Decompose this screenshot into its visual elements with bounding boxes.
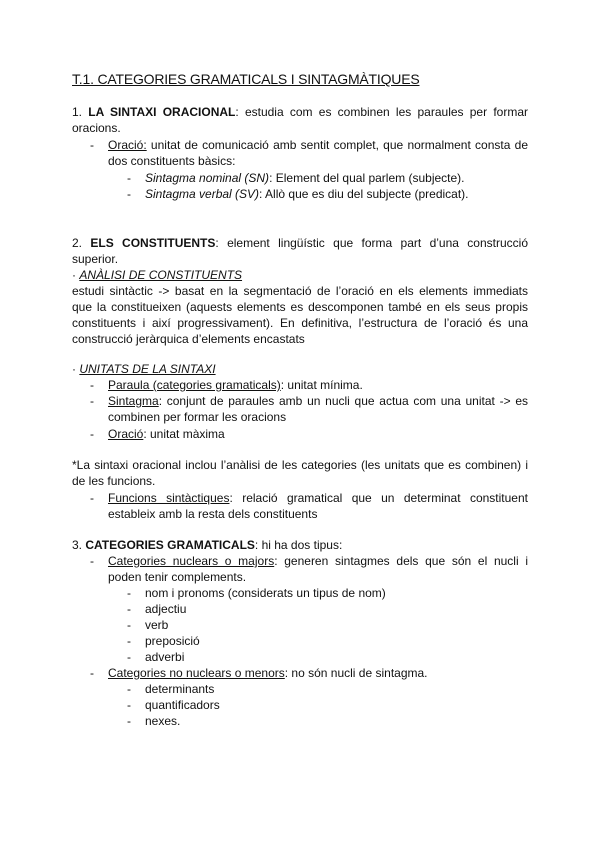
list-item-sintagma	[108, 393, 528, 409]
sub-item: preposició	[145, 634, 200, 648]
item-text: : unitat màxima	[143, 427, 225, 441]
list-item-oracio-unit	[108, 426, 225, 442]
sub-item: adjectiu	[145, 602, 187, 616]
list-item-paraula	[108, 377, 363, 393]
list-item-oracio-line-2: dos constituents bàsics:	[108, 154, 236, 168]
section-1-line-2: oracions.	[72, 121, 121, 135]
item-label: Categories no nuclears o menors	[108, 666, 285, 680]
section-text: : estudia com es combinen les paraules per formar	[235, 105, 529, 119]
list-item-oracio	[108, 137, 528, 153]
item-text: : Element del qual parlem (subjecte).	[269, 171, 465, 185]
sub-item: quantificadors	[145, 698, 220, 712]
sub-item: determinants	[145, 682, 215, 696]
list-dash: -	[127, 618, 131, 632]
item-text: : no són nucli de sintagma.	[284, 666, 428, 680]
section-heading: LA SINTAXI ORACIONAL	[88, 105, 236, 119]
item-label: Sintagma	[108, 394, 159, 408]
list-dash: -	[127, 682, 131, 696]
section-3-line-1	[72, 537, 342, 553]
section-2-line-1	[72, 235, 528, 251]
section-number: 3.	[72, 538, 86, 552]
list-dash: -	[90, 394, 94, 408]
list-item-no-nuclears	[108, 665, 428, 681]
list-item-sintagma-line-2: combinen per formar les oracions	[108, 410, 287, 424]
subheading: ANÀLISI DE CONSTITUENTS	[79, 268, 243, 282]
section-text: : element lingüístic que forma part d’una construcció	[215, 236, 528, 250]
list-item-nuclears-line-2: poden tenir complements.	[108, 570, 247, 584]
item-text: : unitat mínima.	[280, 378, 363, 392]
item-text: : relació gramatical que un determinat constituent	[229, 491, 528, 505]
list-dash: -	[127, 586, 131, 600]
list-dash: -	[127, 187, 131, 201]
sub-item: verb	[145, 618, 169, 632]
item-label: Sintagma nominal (SN)	[145, 171, 270, 185]
list-dash: -	[127, 602, 131, 616]
section-heading: CATEGORIES GRAMATICALS	[85, 538, 255, 552]
section-heading: ELS CONSTITUENTS	[90, 236, 216, 250]
note-line-2: de les funcions.	[72, 474, 156, 488]
list-dash: -	[90, 138, 94, 152]
list-dash: -	[127, 650, 131, 664]
bullet: ·	[72, 268, 80, 282]
item-label: Oració	[108, 427, 144, 441]
analisi-line-1: estudi sintàctic -> basat en la segmentació de l’oració en els elements immediats	[72, 284, 528, 298]
item-label: Categories nuclears o majors	[108, 554, 275, 568]
list-dash: -	[90, 666, 94, 680]
item-text: unitat de comunicació amb sentit complet, que normalment consta de	[146, 138, 528, 152]
sub-item-sn	[145, 170, 465, 186]
subheading: UNITATS DE LA SINTAXI	[79, 362, 216, 376]
list-dash: -	[127, 698, 131, 712]
section-text: : hi ha dos tipus:	[254, 538, 343, 552]
analisi-line-4: construcció jeràrquica d’elements encastats	[72, 332, 305, 346]
list-dash: -	[127, 634, 131, 648]
sub-item-sv	[145, 186, 469, 202]
sub-item: nom i pronoms (considerats un tipus de nom)	[145, 586, 386, 600]
sub-item: nexes.	[145, 714, 181, 728]
item-text: : conjunt de paraules amb un nucli que actua com una unitat -> es	[158, 394, 528, 408]
item-text: : Allò que es diu del subjecte (predicat).	[259, 187, 469, 201]
section-number: 2.	[72, 236, 91, 250]
bullet: ·	[72, 362, 80, 376]
analisi-line-2: que la constitueixen (aquests elements es descomponen també en els seus propis	[72, 300, 528, 314]
sub-item: adverbi	[145, 650, 185, 664]
list-dash: -	[90, 378, 94, 392]
section-number: 1.	[72, 105, 89, 119]
unitats-heading	[72, 361, 216, 377]
item-label: Funcions sintàctiques	[108, 491, 230, 505]
analisi-heading	[72, 267, 242, 283]
list-dash: -	[127, 714, 131, 728]
item-text: : generen sintagmes dels que són el nucli i	[274, 554, 528, 568]
list-dash: -	[127, 171, 131, 185]
list-dash: -	[90, 427, 94, 441]
item-label: Oració:	[108, 138, 147, 152]
page-title: T.1. CATEGORIES GRAMATICALS I SINTAGMÀTIQUES	[72, 71, 420, 87]
item-label: Sintagma verbal (SV)	[145, 187, 260, 201]
list-dash: -	[90, 491, 94, 505]
list-item-funcions-line-2: estableix amb la resta dels constituents	[108, 507, 318, 521]
section-1-line-1	[72, 104, 528, 120]
analisi-line-3: constituents i així progressivament). En definitiva, l’estructura de l’oració és una	[72, 316, 528, 330]
list-item-funcions	[108, 490, 528, 506]
list-item-nuclears	[108, 553, 528, 569]
list-dash: -	[90, 554, 94, 568]
item-label: Paraula (categories gramaticals)	[108, 378, 281, 392]
note-line-1: *La sintaxi oracional inclou l’anàlisi de les categories (les unitats que es combinen) i	[72, 458, 528, 472]
section-2-line-2: superior.	[72, 252, 119, 266]
